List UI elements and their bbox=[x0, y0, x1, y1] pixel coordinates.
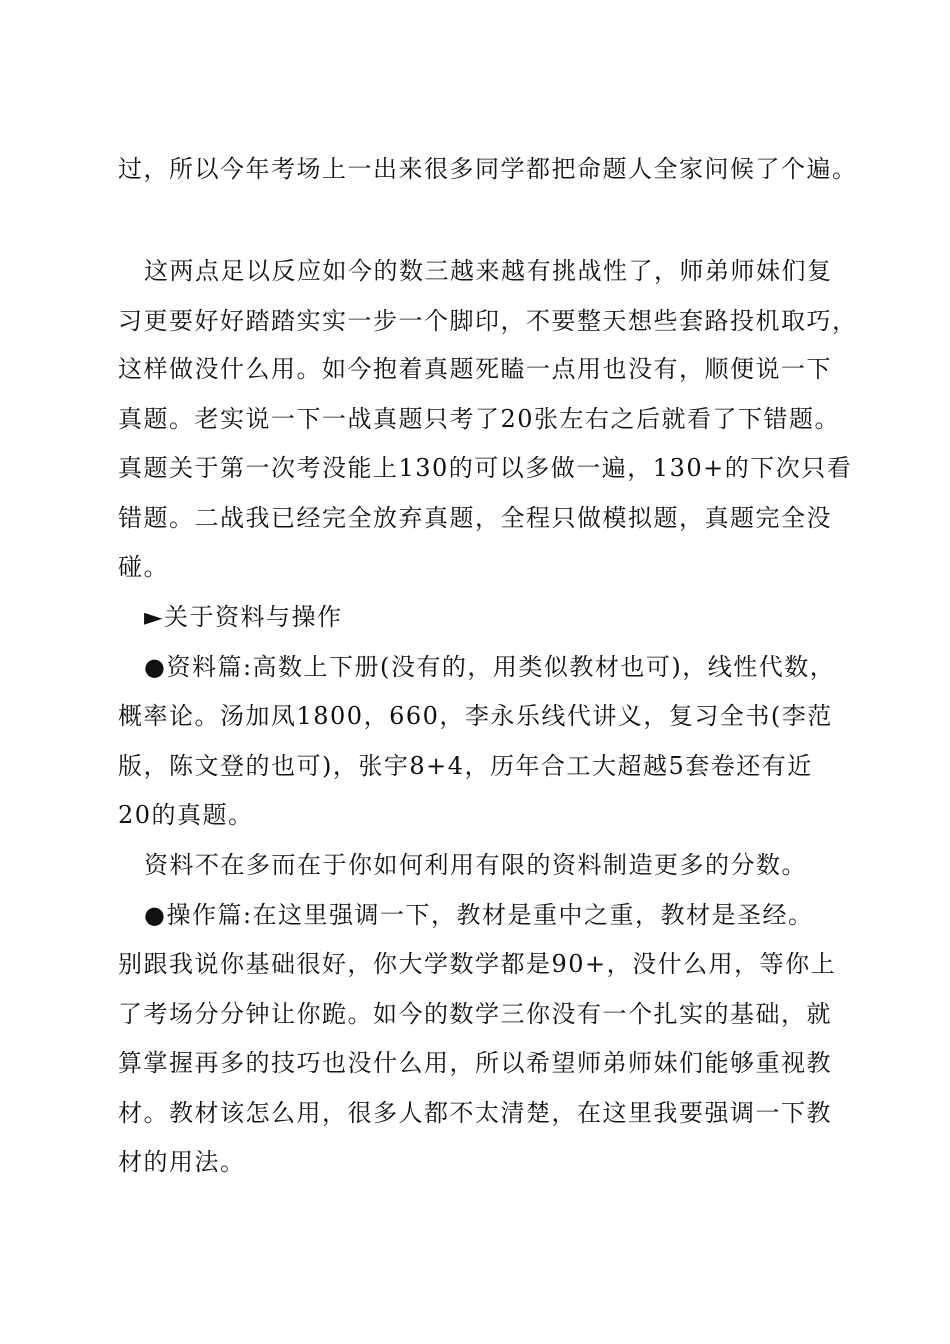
paragraph-line: 这两点足以反应如今的数三越来越有挑战性了，师弟师妹们复 bbox=[144, 257, 833, 285]
paragraph-line: 算掌握再多的技巧也没什么用，所以希望师弟师妹们能够重视教 bbox=[118, 1049, 832, 1077]
paragraph-line: 碰。 bbox=[118, 553, 169, 581]
paragraph-line: 错题。二战我已经完全放弃真题，全程只做模拟题，真题完全没 bbox=[118, 504, 832, 532]
paragraph-line: 过，所以今年考场上一出来很多同学都把命题人全家问候了个遍。 bbox=[118, 155, 858, 183]
paragraph-line: 了考场分分钟让你跪。如今的数学三你没有一个扎实的基础，就 bbox=[118, 1000, 832, 1028]
paragraph-line: ●资料篇:高数上下册(没有的，用类似教材也可)，线性代数， bbox=[144, 653, 836, 681]
paragraph-line: 材的用法。 bbox=[118, 1148, 246, 1176]
paragraph-line: 这样做没什么用。如今抱着真题死瞌一点用也没有，顺便说一下 bbox=[118, 355, 832, 383]
paragraph-line: 概率论。汤加凤1800，660，李永乐线代讲义，复习全书(李范 bbox=[118, 702, 833, 730]
section-heading: ►关于资料与操作 bbox=[144, 603, 343, 631]
paragraph-line: 20的真题。 bbox=[118, 801, 254, 829]
paragraph-line: 真题关于第一次考没能上130的可以多做一遍，130+的下次只看 bbox=[118, 454, 853, 482]
paragraph-line: ●操作篇:在这里强调一下，教材是重中之重，教材是圣经。 bbox=[144, 901, 814, 929]
paragraph-line: 别跟我说你基础很好，你大学数学都是90+，没什么用，等你上 bbox=[118, 950, 837, 978]
paragraph-line: 习更要好好踏踏实实一步一个脚印，不要整天想些套路投机取巧， bbox=[118, 307, 858, 335]
paragraph-line: 材。教材该怎么用，很多人都不太清楚，在这里我要强调一下教 bbox=[118, 1099, 832, 1127]
paragraph-line: 资料不在多而在于你如何利用有限的资料制造更多的分数。 bbox=[144, 851, 807, 879]
paragraph-line: 真题。老实说一下一战真题只考了20张左右之后就看了下错题。 bbox=[118, 405, 841, 433]
paragraph-line: 版，陈文登的也可)，张宇8+4，历年合工大超越5套卷还有近 bbox=[118, 752, 813, 780]
